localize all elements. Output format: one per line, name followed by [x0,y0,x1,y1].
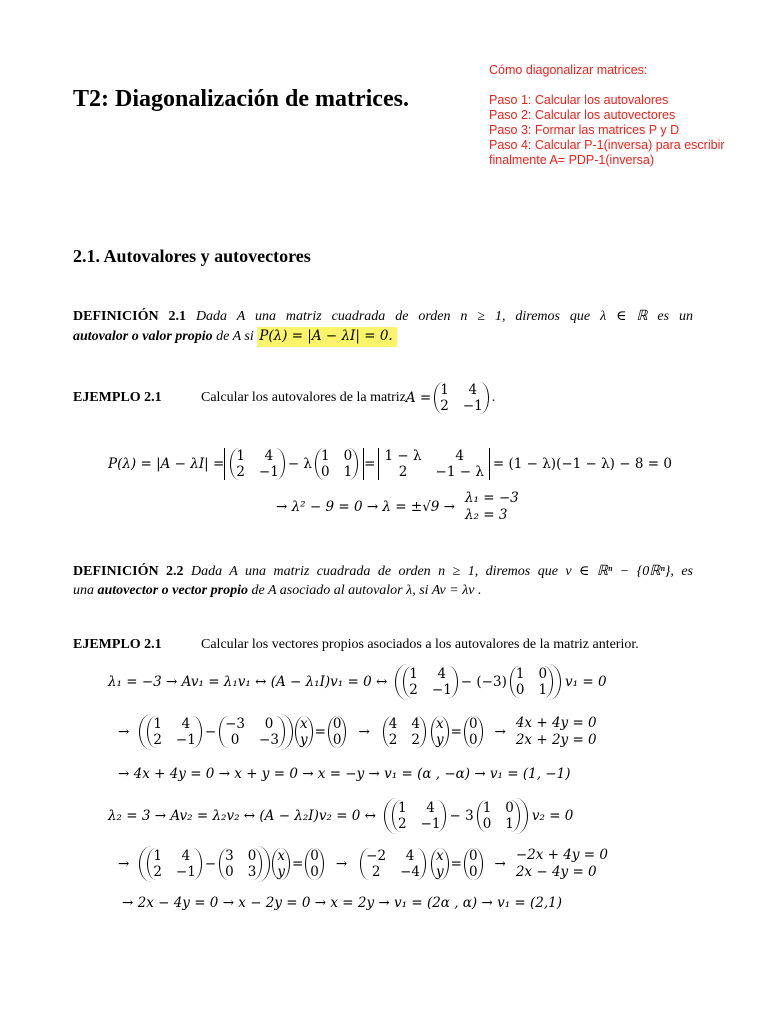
determinant: 1 4 2 −1 − λ 1 0 0 1 [224,448,364,480]
definition-2-2-line-2: una autovector o vector propio de A asociado al autovalor λ, si Av = λv . [73,583,482,598]
definition-2-2-line-1 [73,563,693,580]
section-heading: 2.1. Autovalores y autovectores [73,246,311,266]
math-lhs: A = [405,390,432,406]
example-text: Calcular los vectores propios asociados a los autovalores de la matriz anterior. [201,637,639,652]
definition-label: DEFINICIÓN 2.2 [73,564,184,579]
example-text: Calcular los autovalores de la matriz [201,390,406,405]
characteristic-polynomial-computation: P(λ) = |A − λI| = 1 4 2 −1 − λ 1 0 0 1 = 1 − λ 4 2 −1 − λ = (1 − λ)(−1 − λ) − 8 = 0 [108,448,672,480]
eigenvector-1-result: → 4x + 4y = 0 → x + y = 0 → x = −y → v₁ = (α , −α) → v₁ = (1, −1) [118,766,571,782]
note-heading: Cómo diagonalizar matrices: [489,63,648,77]
definition-label: DEFINICIÓN 2.1 [73,309,186,324]
example-2-1-vectors-statement [73,637,693,653]
page-title: T2: Diagonalización de matrices. [73,86,409,112]
note-step: Paso 2: Calcular los autovectores [489,108,676,122]
eigenvalue-results: → λ² − 9 = 0 → λ = ±√9 → λ₁ = −3 λ₂ = 3 [276,490,519,523]
note-step: Paso 3: Formar las matrices P y D [489,123,680,137]
note-step: finalmente A= PDP-1(inversa) [489,153,655,167]
steps-note [489,63,725,168]
definition-text: Dada A una matriz cuadrada de orden n ≥ 1, diremos que v ∈ ℝⁿ − {0ℝⁿ}, es [190,564,694,579]
definition-2-1-line-1 [73,308,693,325]
definition-text: Dada A una matriz cuadrada de orden n ≥ 1, diremos que λ ∈ ℝ es un [195,309,693,324]
eigenvector-1-system: → 1 4 2 −1 − −3 0 0 −3 x y = 0 0 → 4 4 2 2 x y = 0 0 → 4x + 4y = 0 2x + 2y = 0 [118,715,597,748]
matrix-a: 1 4 2 −1 [434,382,489,414]
eigenvector-2-system: → 1 4 2 −1 − 3 0 0 3 x y = 0 0 → −2 4 2 −4 x y = 0 0 → −2x + 4y = 0 2x − 4y = 0 [118,847,608,880]
definition-term: autovector o vector propio [97,583,248,598]
determinant-lambda: 1 − λ 4 2 −1 − λ [378,448,489,480]
definition-term: autovalor o valor propio [73,329,213,344]
note-step: Paso 4: Calcular P-1(inversa) para escribir [489,138,725,152]
eigenvector-1-setup: λ₁ = −3 → Av₁ = λ₁v₁ ↔ (A − λ₁I)v₁ = 0 ↔ 1 4 2 −1 − (−3) 1 0 0 1 v₁ = 0 [108,666,607,698]
definition-2-1-line-2 [73,328,693,345]
definition-text: de A si [212,329,258,344]
eigenvector-2-result: → 2x − 4y = 0 → x − 2y = 0 → x = 2y → v₁ = (2α , α) → v₁ = (2,1) [122,895,563,911]
example-label: EJEMPLO 2.1 [73,390,162,405]
eigenvector-2-setup: λ₂ = 3 → Av₂ = λ₂v₂ ↔ (A − λ₂I)v₂ = 0 ↔ 1 4 2 −1 − 3 1 0 0 1 v₂ = 0 [108,800,574,832]
note-step: Paso 1: Calcular los autovalores [489,93,669,107]
example-label: EJEMPLO 2.1 [73,637,162,652]
example-2-1-statement: EJEMPLO 2.1 Calcular los autovalores de la matriz A = 1 4 2 −1 . [73,382,496,414]
characteristic-polynomial-formula: P(λ) = |A − λI| = 0. [257,327,396,347]
